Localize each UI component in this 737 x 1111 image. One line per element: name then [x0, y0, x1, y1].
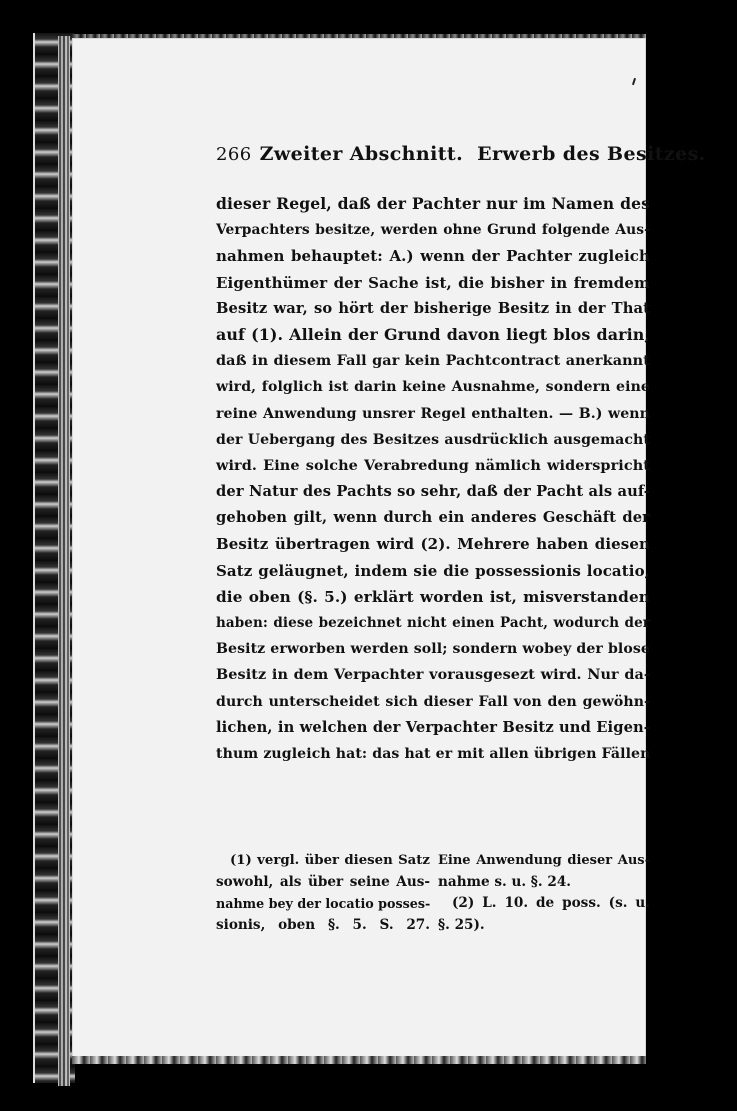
- text-line: Besitz war, so hört der bisherige Besitz in der That: [216, 299, 650, 317]
- text-line: daß in diesem Fall gar kein Pachtcontract anerkannt: [216, 352, 650, 370]
- text-line: thum zugleich hat: das hat er mit allen übrigen Fällen: [216, 745, 651, 762]
- running-head-title: Zweiter Abschnitt. Erwerb des Besitzes.: [259, 143, 706, 165]
- footnote-line: §. 25).: [438, 916, 485, 933]
- page-number: 266: [216, 144, 252, 165]
- footnote-line: (1) vergl. über diesen Satz: [230, 853, 430, 868]
- text-line: Satz geläugnet, indem sie die possessionis locatio,: [216, 561, 650, 580]
- text-line: die oben (§. 5.) erklärt worden ist, misverstanden: [216, 587, 650, 606]
- footnote-line: (2) L. 10. de poss. (s. u.: [452, 895, 650, 911]
- footnote-line: Eine Anwendung dieser Aus-: [438, 853, 650, 868]
- text-line: Besitz erworben werden soll; sondern wobey der blose: [216, 641, 650, 658]
- text-block: [216, 143, 706, 767]
- footnote-line: sowohl, als über seine Aus-: [216, 873, 430, 890]
- text-line: Verpachters besitze, werden ohne Grund folgende Aus-: [216, 222, 650, 239]
- footnote-line: sionis, oben §. 5. S. 27.: [216, 916, 430, 933]
- text-line: reine Anwendung unsrer Regel enthalten. — B.) wenn: [216, 405, 650, 422]
- page-edges: [58, 36, 70, 1086]
- running-head: [216, 143, 706, 173]
- text-line: lichen, in welchen der Verpachter Besitz und Eigen-: [216, 718, 650, 736]
- text-line: wird. Eine solche Verabredung nämlich widerspricht: [216, 456, 650, 474]
- body-text: [216, 191, 650, 767]
- text-line: wird, folglich ist darin keine Ausnahme, sondern eine: [216, 379, 650, 396]
- footnotes: [216, 850, 650, 936]
- text-line: Besitz in dem Verpachter vorausgesezt wird. Nur da-: [216, 666, 650, 684]
- page-bottom-edge: [72, 1056, 646, 1064]
- text-line: Eigenthümer der Sache ist, die bisher in fremdem: [216, 273, 650, 292]
- footnote-line: nahme bey der locatio posses-: [216, 896, 431, 911]
- text-line: auf (1). Allein der Grund davon liegt blos darin,: [216, 324, 650, 344]
- text-line: gehoben gilt, wenn durch ein anderes Geschäft der: [216, 509, 650, 527]
- footnotes-right-column: [438, 850, 650, 936]
- text-line: haben: diese bezeichnet nicht einen Pacht, wodurch der: [216, 615, 650, 631]
- text-line: der Natur des Pachts so sehr, daß der Pacht als auf-: [216, 483, 650, 501]
- text-line: der Uebergang des Besitzes ausdrücklich ausgemacht: [216, 431, 650, 448]
- text-line: Besitz übertragen wird (2). Mehrere haben diesen: [216, 535, 650, 554]
- text-line: dieser Regel, daß der Pachter nur im Namen des: [216, 194, 650, 213]
- text-line: durch unterscheidet sich dieser Fall von den gewöhn-: [216, 693, 650, 710]
- footnotes-left-column: [216, 850, 430, 936]
- text-line: nahmen behauptet: A.) wenn der Pachter zugleich: [216, 247, 650, 266]
- footnote-line: nahme s. u. §. 24.: [438, 873, 572, 890]
